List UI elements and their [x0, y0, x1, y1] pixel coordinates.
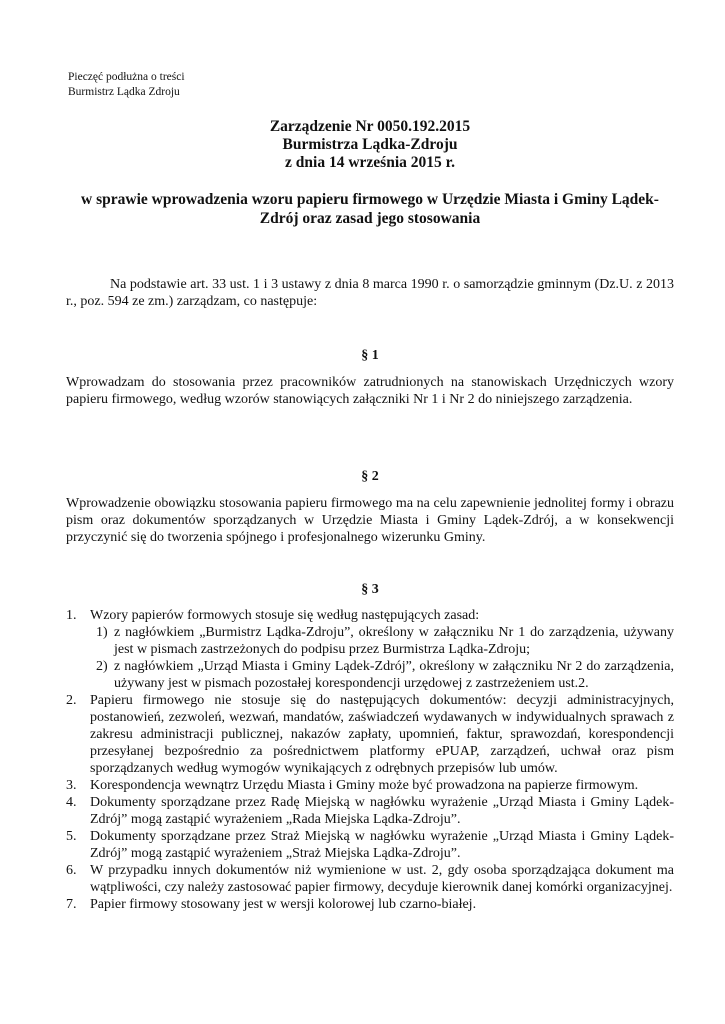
list-item: [66, 777, 674, 794]
list-item-number: 3.: [66, 778, 77, 793]
list-item-number: 4.: [66, 795, 77, 810]
list-item-number: 1.: [66, 608, 77, 623]
list-item-text: Dokumenty sporządzane przez Radę Miejską w nagłówku wyrażenie „Urząd Miasta i Gminy Lądek-Zdrój” mogą zastąpić wyrażeniem „Rada Miejska Lądka-Zdroju”.: [90, 795, 674, 827]
section-2-text: Wprowadzenie obowiązku stosowania papieru firmowego ma na celu zapewnienie jednolitej formy i obrazu pism oraz dokumentów sporządzanych w Urzędzie Miasta i Gminy Lądek-Zdrój, a w konsekwencji przyczynić się do tworzenia spójnego i profesjonalnego wizerunku Gminy.: [66, 496, 674, 545]
legal-basis-paragraph: Na podstawie art. 33 ust. 1 i 3 ustawy z dnia 8 marca 1990 r. o samorządzie gminnym (Dz.U. z 2013 r., poz. 594 ze zm.) zarządzam, co następuje:: [66, 277, 674, 309]
list-item-number: 6.: [66, 863, 77, 878]
list-item-number: 5.: [66, 829, 77, 844]
list-item-text: Papier firmowy stosowany jest w wersji kolorowej lub czarno-białej.: [90, 897, 477, 912]
list-item: [66, 692, 674, 777]
sub-list-item: [90, 624, 674, 658]
list-item-number: 7.: [66, 897, 77, 912]
section-2-heading: § 2: [361, 469, 379, 484]
sub-item-text: z nagłówkiem „Urząd Miasta i Gminy Lądek-Zdrój”, określony w załączniku Nr 2 do zarządzenia, używany jest w pismach pozostałej korespondencji urzędowej z zastrzeżeniem ust.2.: [114, 659, 674, 691]
stamp-note: [68, 70, 185, 100]
list-item-text: Wzory papierów formowych stosuje się według następujących zasad:: [90, 608, 480, 623]
list-item: [66, 607, 674, 692]
section-3-heading: § 3: [361, 582, 379, 597]
section-3-list: [66, 607, 674, 913]
list-item: [66, 896, 674, 913]
sub-item-number: 2): [96, 659, 108, 674]
document-subject: w sprawie wprowadzenia wzoru papieru firmowego w Urzędzie Miasta i Gminy Lądek-Zdrój oraz zasad jego stosowania: [81, 191, 659, 227]
list-item-number: 2.: [66, 693, 77, 708]
document-date: z dnia 14 września 2015 r.: [285, 154, 455, 171]
document-issuer: Burmistrza Lądka-Zdroju: [282, 136, 458, 153]
list-item: [66, 828, 674, 862]
list-item-text: W przypadku innych dokumentów niż wymienione w ust. 2, gdy osoba sporządzająca dokument ma wątpliwości, czy należy zastosować papier firmowy, decyduje kierownik danej komórki organizacyjnej.: [90, 863, 674, 895]
section-1-text: Wprowadzam do stosowania przez pracowników zatrudnionych na stanowiskach Urzędniczych wzory papieru firmowego, według wzorów stanowiących załączniki Nr 1 i Nr 2 do niniejszego zarządzenia.: [66, 375, 674, 407]
document-title-block: [60, 118, 680, 172]
list-item: [66, 862, 674, 896]
list-item-text: Korespondencja wewnątrz Urzędu Miasta i Gminy może być prowadzona na papierze firmowym.: [90, 778, 639, 793]
sub-item-text: z nagłówkiem „Burmistrz Lądka-Zdroju”, określony w załączniku Nr 1 do zarządzenia, używany jest w pismach zastrzeżonych do podpisu przez Burmistrza Lądka-Zdroju;: [114, 625, 674, 657]
list-item-text: Dokumenty sporządzane przez Straż Miejską w nagłówku wyrażenie „Urząd Miasta i Gminy Lądek-Zdrój” mogą zastąpić wyrażeniem „Straż Miejska Lądka-Zdroju”.: [90, 829, 674, 861]
list-item-text: Papieru firmowego nie stosuje się do następujących dokumentów: decyzji administracyjnych, postanowień, zezwoleń, wezwań, mandatów, zaświadczeń wydawanych w indywidualnych sprawach z zakresu administracji publicznej, nakazów zapłaty, upomnień, faktur, sprawozdań, korespondencji przesyłanej bezpośrednio za pośrednictwem platformy ePUAP, zarządzeń, uchwał oraz pism sporządzanych według wymogów wynikających z odrębnych przepisów lub umów.: [90, 693, 674, 776]
section-1-heading: § 1: [361, 348, 379, 363]
document-title: Zarządzenie Nr 0050.192.2015: [269, 118, 471, 135]
sub-list: [90, 624, 674, 692]
stamp-line-2: Burmistrz Lądka Zdroju: [68, 86, 180, 98]
sub-item-number: 1): [96, 625, 108, 640]
sub-list-item: [90, 658, 674, 692]
list-item: [66, 794, 674, 828]
stamp-line-1: Pieczęć podłużna o treści: [68, 71, 185, 83]
